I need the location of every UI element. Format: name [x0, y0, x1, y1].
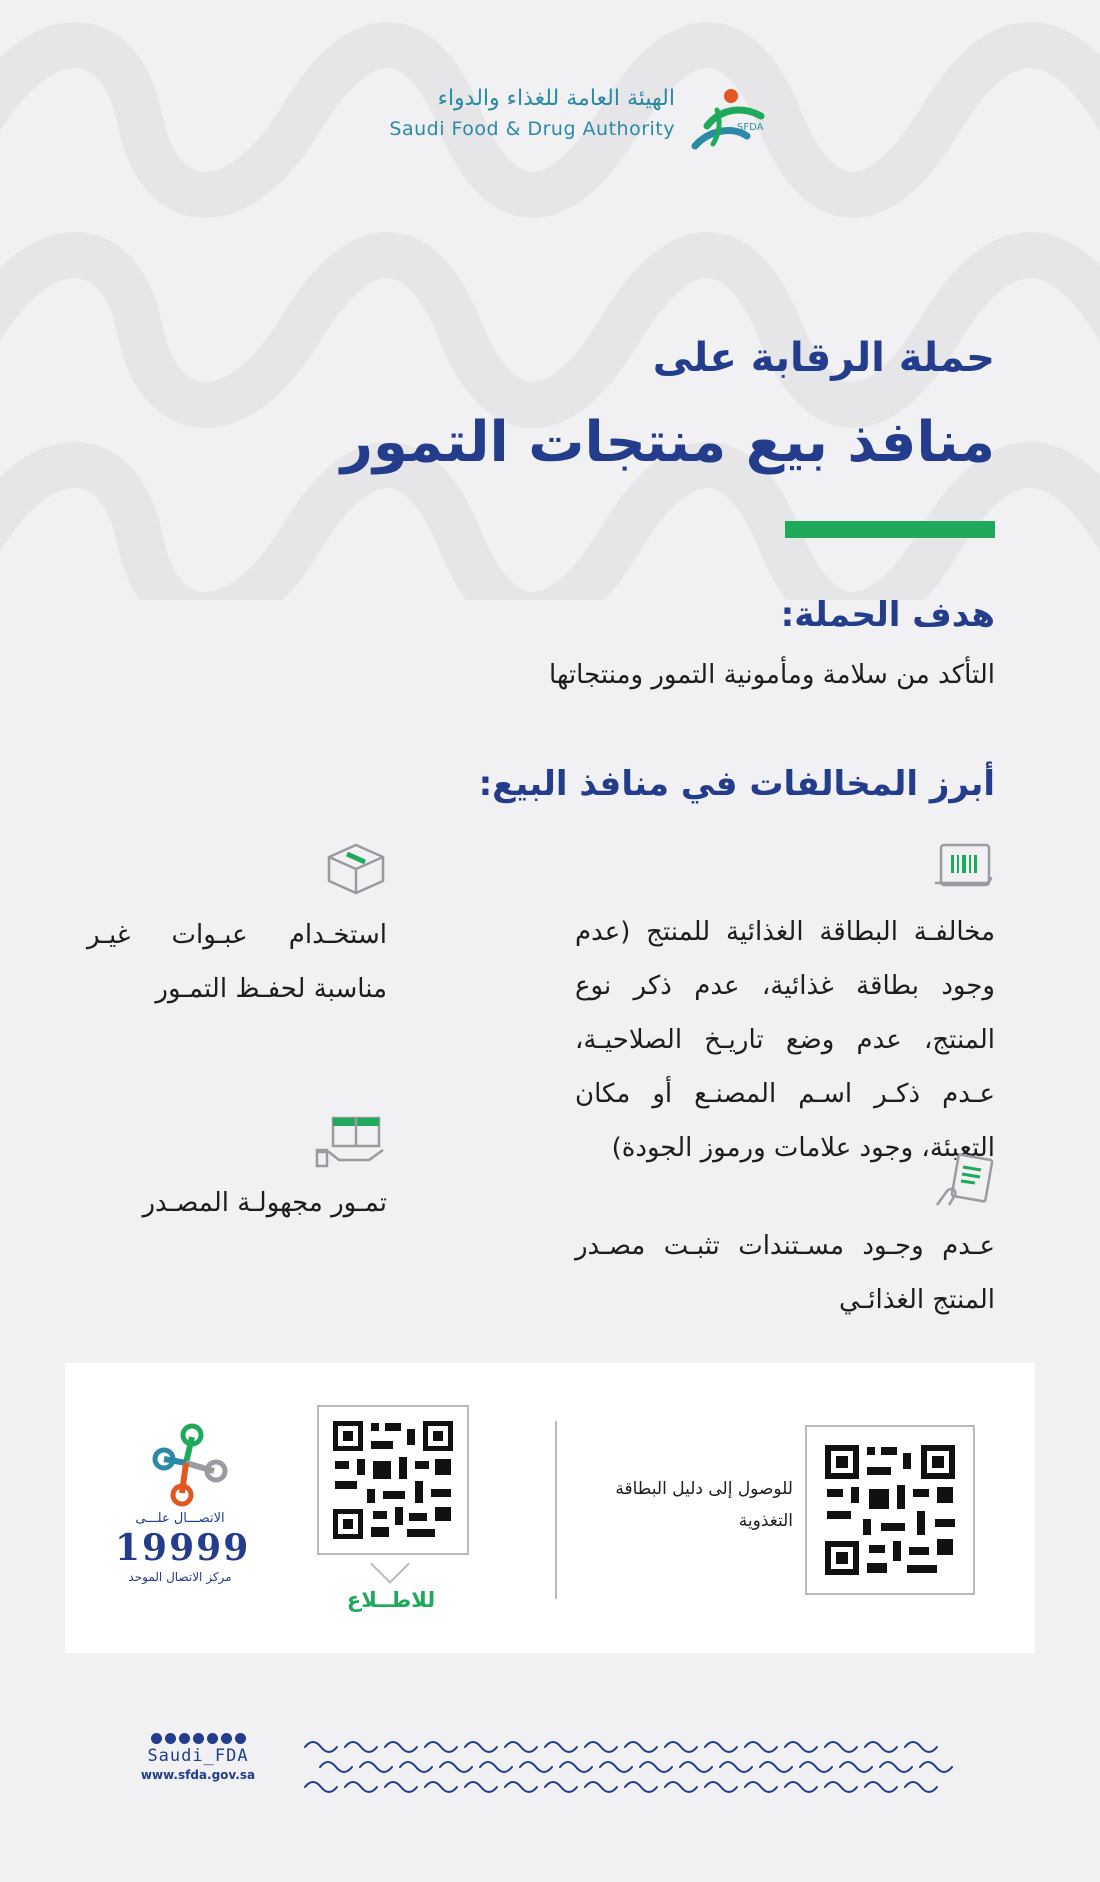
guide-text: للوصول إلى دليل البطاقة التغذوية: [615, 1479, 793, 1531]
org-name-en: Saudi Food & Drug Authority: [389, 118, 675, 140]
sfda-emblem-icon: [687, 86, 765, 154]
violation-text: تمـور مجهولـة المصـدر: [142, 1188, 387, 1218]
campaign-title-line2: منافذ بيع منتجات التمور: [340, 410, 995, 475]
violation-text: عـدم وجـود مسـتندات تثبـت مصـدر المنتج الغذائـي: [575, 1231, 995, 1315]
contact-center-logo-icon: [152, 1423, 232, 1507]
goal-heading: هدف الحملة:: [780, 595, 995, 635]
documents-hand-icon: [933, 1153, 995, 1209]
website-link[interactable]: www.sfda.gov.sa: [140, 1768, 256, 1782]
qr-code-icon: [319, 1407, 467, 1553]
social-handle: Saudi_FDA: [147, 1746, 249, 1766]
youtube-icon[interactable]: [179, 1733, 190, 1744]
contact-center-name: مركز الاتصال الموحد: [128, 1570, 232, 1584]
org-name-ar: الهيئة العامة للغذاء والدواء: [437, 86, 675, 111]
qr-code-icon: [807, 1427, 973, 1593]
sfda-logo: [345, 86, 765, 156]
decorative-squiggle-band: [300, 1735, 965, 1795]
contact-label: الاتصـــال علـــى: [135, 1511, 225, 1526]
info-panel: [65, 1363, 1035, 1653]
divider: [555, 1421, 557, 1599]
campaign-title-line1: حملة الرقابة على: [652, 335, 995, 381]
violation-text: مخالفـة البطاقة الغذائية للمنتج (عدم وجود بطاقة غذائية، عدم ذكر نوع المنتج، عدم وضع تاريـخ الصلاحيـة، عـدم ذكـر اسـم المصنـع أو مكان التعبئة، وجود علامات ورموز الجودة): [575, 917, 995, 1163]
campaign-qr[interactable]: [317, 1405, 469, 1555]
nutrition-guide-qr[interactable]: [805, 1425, 975, 1595]
package-hand-icon: [315, 1112, 387, 1168]
footer-social: [138, 1733, 258, 1782]
logo-badge: SFDA: [737, 122, 764, 133]
contact-number: 19999: [115, 1527, 251, 1569]
facebook-icon[interactable]: [221, 1733, 232, 1744]
violations-heading: أبرز المخالفات في منافذ البيع:: [478, 764, 995, 804]
read-label: للاطــلاع: [346, 1588, 436, 1612]
label-barcode-icon: [933, 843, 995, 895]
box-icon: [325, 843, 387, 895]
instagram-icon[interactable]: [193, 1733, 204, 1744]
snapchat-icon[interactable]: [207, 1733, 218, 1744]
x-icon[interactable]: [151, 1733, 162, 1744]
social-icons: [138, 1733, 258, 1744]
tiktok-icon[interactable]: [235, 1733, 246, 1744]
violation-text: استخـدام عبـوات غيـر مناسبة لحفـظ التمـور: [87, 920, 387, 1004]
title-underline: [785, 521, 995, 538]
goal-text: التأكد من سلامة ومأمونية التمور ومنتجاتها: [549, 660, 995, 690]
contact-center: [115, 1423, 251, 1584]
linkedin-icon[interactable]: [165, 1733, 176, 1744]
